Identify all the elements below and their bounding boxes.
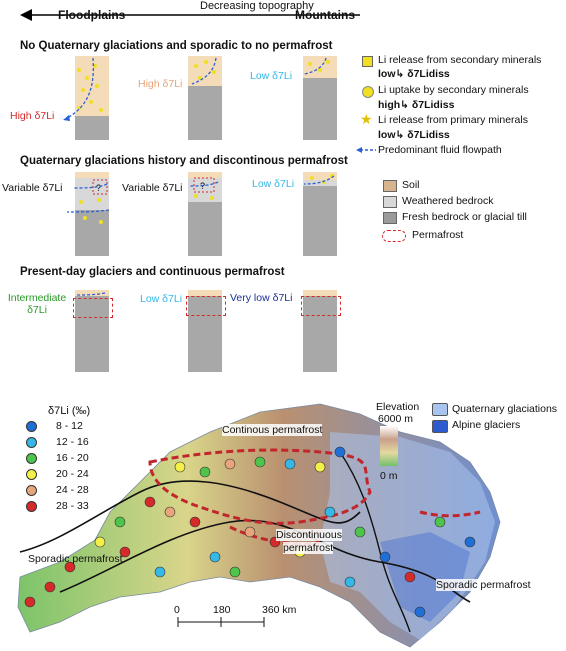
legend-permafrost: Permafrost: [412, 229, 464, 241]
sporadic-left-label: Sporadic permafrost: [28, 553, 123, 565]
section-1-label-2: High δ7Li: [138, 78, 183, 90]
svg-text:?: ?: [96, 183, 102, 193]
class-5-dot: [26, 485, 37, 496]
elevation-min: 0 m: [380, 470, 398, 482]
soil-swatch: [383, 180, 397, 192]
scale-bar: [178, 617, 264, 627]
weathered-swatch: [383, 196, 397, 208]
square-icon: [362, 56, 373, 67]
class-1-label: 8 - 12: [56, 420, 83, 432]
legend-secondary-uptake: Li uptake by secondary minerals: [378, 84, 529, 96]
legend-fresh: Fresh bedrock or glacial till: [402, 211, 527, 223]
quaternary-swatch: [432, 403, 448, 416]
floodplains-label: Floodplains: [58, 8, 126, 22]
section-1-label-3: Low δ7Li: [250, 70, 293, 82]
elevation-max: 6000 m: [378, 413, 414, 425]
alpine-swatch: [432, 420, 448, 433]
legend-primary-release: Li release from primary minerals: [378, 114, 528, 126]
legend-weathered: Weathered bedrock: [402, 195, 494, 207]
circle-icon: [362, 86, 374, 98]
mountains-label: Mountains: [295, 8, 355, 22]
class-2-label: 12 - 16: [56, 436, 89, 448]
class-3-dot: [26, 453, 37, 464]
star-icon: ★: [360, 111, 373, 127]
scale-360: 360 km: [262, 604, 297, 616]
fresh-swatch: [383, 212, 397, 224]
sporadic-right-label: Sporadic permafrost: [436, 579, 531, 591]
section-1-title: No Quaternary glaciations and sporadic to no permafrost: [20, 40, 333, 52]
alpine-label: Alpine glaciers: [452, 419, 521, 431]
section-3-label-2: Low δ7Li: [140, 293, 183, 305]
scale-0: 0: [174, 604, 180, 616]
section-2-label-1: Variable δ7Li: [2, 182, 63, 194]
svg-text:?: ?: [200, 181, 206, 191]
elevation-ramp: [380, 426, 398, 466]
class-4-label: 20 - 24: [56, 468, 89, 480]
legend-flowpath: Predominant fluid flowpath: [378, 144, 502, 156]
section-2-title: Quaternary glaciations history and discontinous permafrost: [20, 155, 348, 167]
scale-180: 180: [213, 604, 231, 616]
legend-secondary-release-effect: low↳ δ7Lidiss: [378, 68, 450, 80]
class-3-label: 16 - 20: [56, 452, 89, 464]
legend-secondary-release: Li release from secondary minerals: [378, 54, 542, 66]
legend-primary-release-effect: low↳ δ7Lidiss: [378, 129, 450, 141]
flowpath-arrow-icon: [356, 146, 376, 154]
legend-soil: Soil: [402, 179, 420, 191]
discontinuous-label-2: permafrost: [283, 542, 334, 554]
class-6-label: 28 - 33: [56, 500, 89, 512]
legend-secondary-uptake-effect: high↳ δ7Lidiss: [378, 99, 455, 111]
section-3-label-3: Very low δ7Li: [230, 292, 293, 304]
class-2-dot: [26, 437, 37, 448]
permafrost-swatch: [382, 230, 406, 242]
section-2-label-3: Low δ7Li: [252, 178, 295, 190]
class-5-label: 24 - 28: [56, 484, 89, 496]
class-6-dot: [26, 501, 37, 512]
section-3-label-1: Intermediate δ7Li: [7, 292, 67, 316]
section-3-title: Present-day glaciers and continuous permafrost: [20, 266, 285, 278]
discontinuous-label-1: Discontinuous: [276, 529, 342, 541]
continuous-permafrost-label: Continous permafrost: [222, 424, 323, 436]
decreasing-topography-label: Decreasing topography: [200, 0, 314, 12]
section-2-label-2: Variable δ7Li: [122, 182, 183, 194]
class-4-dot: [26, 469, 37, 480]
section-1-label-1: High δ7Li: [10, 110, 55, 122]
class-1-dot: [26, 421, 37, 432]
elevation-title: Elevation: [376, 401, 420, 413]
d7li-legend-title: δ7Li (‰): [48, 405, 91, 417]
quaternary-label: Quaternary glaciations: [452, 403, 558, 415]
